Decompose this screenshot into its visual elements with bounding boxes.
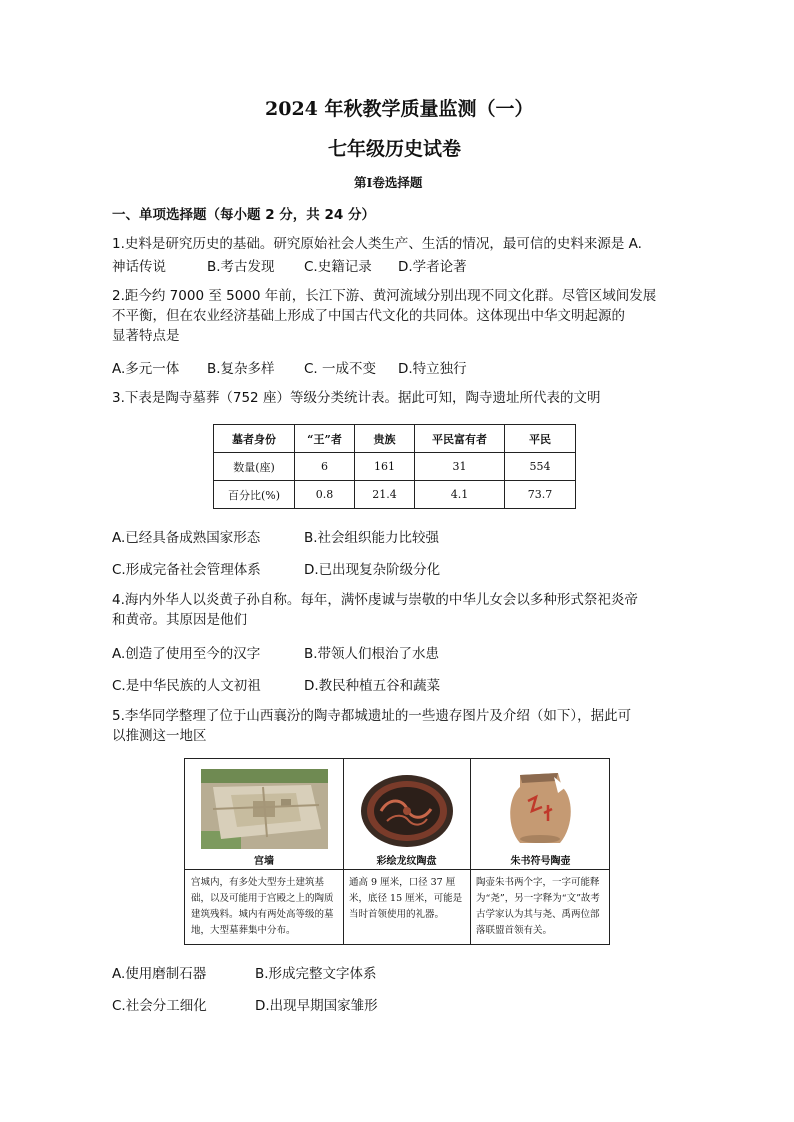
inscribed-jar-photo: [502, 767, 578, 849]
table-header-cell: 墓者身份: [214, 425, 295, 453]
question-2-text-line3: 显著特点是: [112, 328, 180, 344]
table-cell: 4.1: [415, 481, 505, 509]
section-heading: 一、单项选择题（每小题 2 分，共 24 分）: [112, 207, 375, 223]
question-2-option-b: B.复杂多样: [207, 361, 275, 377]
table-header-cell: 贵族: [355, 425, 415, 453]
table-header-cell: 平民: [505, 425, 576, 453]
table-row: [214, 453, 576, 481]
question-3-option-c: C.形成完备社会管理体系: [112, 562, 261, 578]
table-cell: 百分比(%): [214, 481, 295, 509]
question-5-option-a: A.使用磨制石器: [112, 966, 207, 982]
question-1-text: 1.史料是研究历史的基础。研究原始社会人类生产、生活的情况，最可信的史料来源是 A.: [112, 236, 642, 252]
question-5-option-d: D.出现早期国家雏形: [255, 998, 378, 1014]
question-5-text-line1: 5.李华同学整理了位于山西襄汾的陶寺都城遗址的一些遗存图片及介绍（如下），据此可: [112, 708, 632, 724]
question-5-option-c: C.社会分工细化: [112, 998, 207, 1014]
question-4-option-c: C.是中华民族的人文初祖: [112, 678, 261, 694]
question-4-option-b: B.带领人们根治了水患: [304, 646, 440, 662]
question-1-option-d: D.学者论著: [398, 259, 467, 275]
question-3-option-d: D.已出现复杂阶级分化: [304, 562, 441, 578]
question-2-option-d: D.特立独行: [398, 361, 467, 377]
table-cell: 0.8: [295, 481, 355, 509]
artifact-panel-grid: [184, 758, 610, 945]
table-header-cell: “王”者: [295, 425, 355, 453]
table-cell: 6: [295, 453, 355, 481]
table-cell: 31: [415, 453, 505, 481]
question-3-option-a: A.已经具备成熟国家形态: [112, 530, 261, 546]
tomb-statistics-table: [213, 424, 576, 509]
question-2-option-a: A.多元一体: [112, 361, 180, 377]
table-cell: 554: [505, 453, 576, 481]
table-header-row: [214, 425, 576, 453]
table-header-cell: 平民富有者: [415, 425, 505, 453]
question-4-text-line1: 4.海内外华人以炎黄子孙自称。每年，满怀虔诚与崇敬的中华儿女会以多种形式祭祀炎帝: [112, 592, 638, 608]
exam-subtitle: 七年级历史试卷: [328, 138, 462, 160]
question-1-option-c: C.史籍记录: [304, 259, 372, 275]
table-cell: 数量(座): [214, 453, 295, 481]
inscribed-jar-description: 陶壶朱书两个字，一字可能释为“尧”，另一字释为“文”故考古学家认为其与尧、禹两位部落联盟首领有关。: [476, 877, 600, 936]
exam-title: 2024 年秋教学质量监测（一）: [265, 98, 534, 120]
question-2-text-line2: 不平衡，但在农业经济基础上形成了中国古代文化的共同体。这体现出中华文明起源的: [112, 308, 625, 324]
dragon-plate-caption: 彩绘龙纹陶盘: [376, 856, 437, 867]
question-1-option-a: 神话传说: [112, 259, 166, 275]
part-heading: 第Ⅰ卷选择题: [354, 175, 423, 190]
table-row: [214, 481, 576, 509]
palace-wall-caption: 宫墙: [254, 856, 274, 867]
palace-wall-photo: [201, 769, 328, 849]
dragon-plate-photo: [359, 769, 455, 849]
table-cell: 21.4: [355, 481, 415, 509]
table-cell: 161: [355, 453, 415, 481]
question-2-option-c: C. 一成不变: [304, 361, 377, 377]
dragon-plate-description: 通高 9 厘米，口径 37 厘米，底径 15 厘米，可能是当时首领使用的礼器。: [349, 877, 463, 920]
inscribed-jar-caption: 朱书符号陶壶: [510, 856, 571, 867]
question-1-option-b: B.考古发现: [207, 259, 275, 275]
table-cell: 73.7: [505, 481, 576, 509]
question-4-text-line2: 和黄帝。其原因是他们: [112, 612, 247, 628]
question-4-option-a: A.创造了使用至今的汉字: [112, 646, 261, 662]
question-2-text-line1: 2.距今约 7000 至 5000 年前，长江下游、黄河流域分别出现不同文化群。尽管区域间发展: [112, 288, 657, 304]
question-4-option-d: D.教民种植五谷和蔬菜: [304, 678, 441, 694]
palace-wall-description: 宫城内，有多处大型夯土建筑基础，以及可能用于宫殿之上的陶质建筑残料。城内有两处高等级的墓地，大型墓葬集中分布。: [191, 877, 334, 936]
question-3-text: 3.下表是陶寺墓葬（752 座）等级分类统计表。据此可知，陶寺遗址所代表的文明: [112, 390, 601, 406]
question-5-text-line2: 以推测这一地区: [112, 728, 207, 744]
question-5-option-b: B.形成完整文字体系: [255, 966, 377, 982]
question-3-option-b: B.社会组织能力比较强: [304, 530, 440, 546]
